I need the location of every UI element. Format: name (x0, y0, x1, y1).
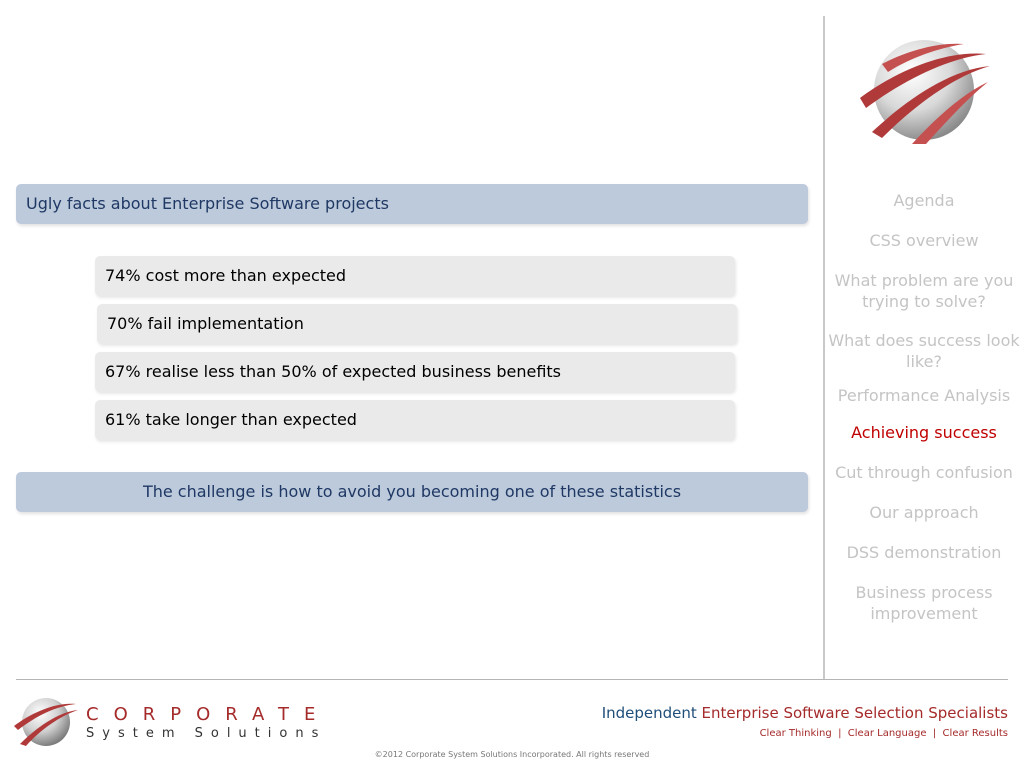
tagline (602, 704, 1008, 722)
tagline-rest: Enterprise Software Selection Specialists (701, 704, 1008, 722)
sidebar-item-css-overview[interactable]: CSS overview (869, 231, 979, 250)
stat-cost: 74% cost more than expected (95, 256, 735, 296)
brand-subtitle: System Solutions (86, 726, 327, 741)
sidebar-divider (823, 16, 825, 680)
sidebar-item-bpi[interactable]: Business process improvement (855, 583, 993, 623)
company-logo-icon (10, 694, 80, 750)
sidebar-item-achieving-success[interactable]: Achieving success (851, 423, 997, 442)
footer-divider (16, 679, 1008, 680)
sidebar-item-success-look[interactable]: What does success look like? (828, 331, 1020, 371)
subtagline: Clear Thinking | Clear Language | Clear Results (759, 728, 1008, 739)
tagline-independent: Independent (601, 704, 697, 722)
sidebar-item-dss-demo[interactable]: DSS demonstration (846, 543, 1002, 562)
section-title: Ugly facts about Enterprise Software projects (16, 184, 808, 224)
stat-benefits: 67% realise less than 50% of expected business benefits (95, 352, 735, 392)
copyright: ©2012 Corporate System Solutions Incorporated. All rights reserved (374, 750, 650, 759)
stat-longer: 61% take longer than expected (95, 400, 735, 440)
sidebar-item-problem[interactable]: What problem are you trying to solve? (834, 271, 1014, 311)
sidebar-item-agenda[interactable]: Agenda (893, 191, 955, 210)
sphere-logo-icon (852, 36, 992, 146)
sidebar-item-approach[interactable]: Our approach (869, 503, 979, 522)
sidebar-item-performance[interactable]: Performance Analysis (837, 386, 1011, 405)
stat-fail: 70% fail implementation (97, 304, 737, 344)
challenge-banner: The challenge is how to avoid you becoming one of these statistics (16, 472, 808, 512)
brand-name: CORPORATE (86, 704, 331, 725)
sidebar-item-confusion[interactable]: Cut through confusion (835, 463, 1013, 482)
